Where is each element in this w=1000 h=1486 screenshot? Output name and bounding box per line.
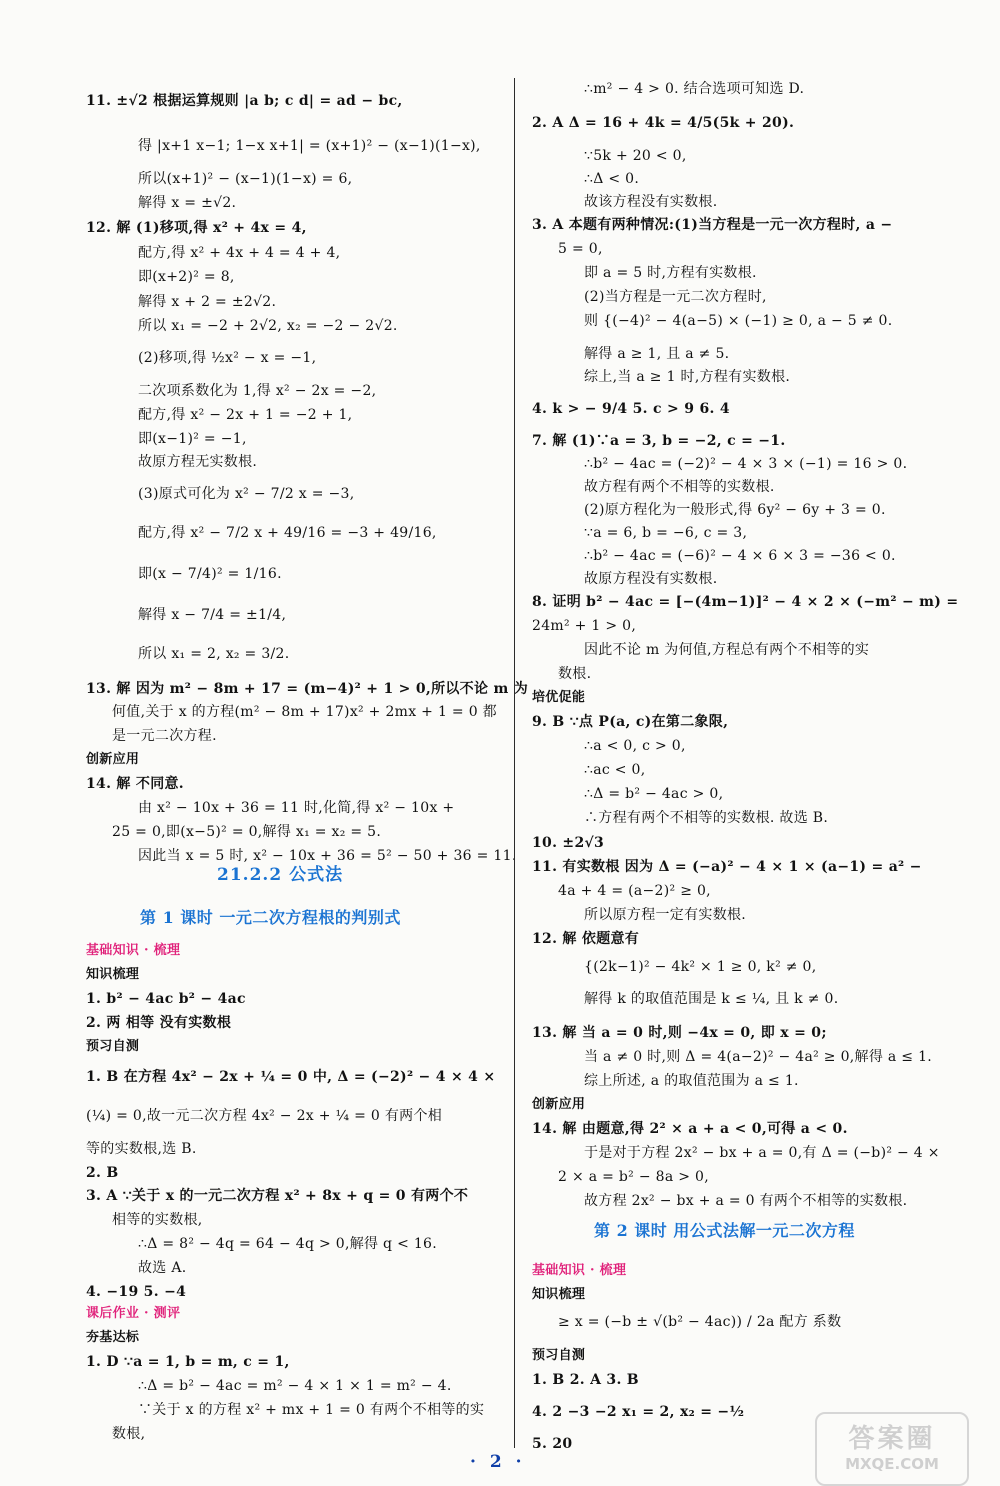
- left-text-line: 1. D ∵a = 1, b = m, c = 1,: [86, 1354, 290, 1370]
- right-text-line: ≥ x = (−b ± √(b² − 4ac)) / 2a 配方 系数: [558, 1314, 842, 1330]
- watermark-logo: [815, 1412, 969, 1486]
- right-text-line: ∴Δ < 0.: [584, 171, 640, 187]
- right-text-line: 9. B ∵点 P(a, c)在第二象限,: [532, 714, 729, 730]
- left-text-line: 知识梳理: [86, 967, 140, 982]
- left-text-line: 14. 解 不同意.: [86, 776, 184, 792]
- left-text-line: 得 |x+1 x−1; 1−x x+1| = (x+1)² − (x−1)(1−x),: [138, 138, 481, 154]
- left-text-line: 数根,: [112, 1426, 146, 1442]
- right-text-line: 故方程 2x² − bx + a = 0 有两个不相等的实数根.: [584, 1193, 908, 1209]
- left-text-line: 解得 x − 7/4 = ±1/4,: [138, 607, 287, 623]
- left-text-line: 即(x − 7/4)² = 1/16.: [138, 566, 282, 582]
- left-text-line: 2. 两 相等 没有实数根: [86, 1015, 232, 1031]
- right-text-line: 11. 有实数根 因为 Δ = (−a)² − 4 × 1 × (a−1) = a² −: [532, 859, 922, 875]
- left-text-line: 等的实数根,选 B.: [86, 1141, 197, 1157]
- right-text-line: 数根.: [558, 666, 592, 682]
- lesson-1-title: 第 1 课时 一元二次方程根的判别式: [140, 908, 401, 927]
- left-text-line: 即(x+2)² = 8,: [138, 269, 235, 285]
- right-text-line: ∴m² − 4 > 0. 结合选项可知选 D.: [584, 81, 805, 97]
- right-text-line: (2)原方程化为一般形式,得 6y² − 6y + 3 = 0.: [584, 502, 886, 518]
- right-text-line: 2. A Δ = 16 + 4k = 4/5(5k + 20).: [532, 115, 795, 131]
- right-text-line: ∴b² − 4ac = (−2)² − 4 × 3 × (−1) = 16 > 0.: [584, 456, 908, 472]
- right-text-line: ∴ac < 0,: [584, 762, 646, 778]
- right-text-line: 即 a = 5 时,方程有实数根.: [584, 265, 757, 281]
- right-text-line: 因此不论 m 为何值,方程总有两个不相等的实: [584, 642, 870, 658]
- left-text-line: 解得 x = ±√2.: [138, 195, 237, 211]
- right-text-line: 10. ±2√3: [532, 835, 605, 851]
- left-text-line: 配方,得 x² + 4x + 4 = 4 + 4,: [138, 245, 341, 261]
- left-text-line: 13. 解 因为 m² − 8m + 17 = (m−4)² + 1 > 0,所以不论 m 为: [86, 681, 529, 697]
- right-text-line: 知识梳理: [532, 1287, 586, 1302]
- right-text-line: 5. 20: [532, 1436, 573, 1452]
- right-text-line: 1. B 2. A 3. B: [532, 1372, 639, 1388]
- right-text-line: 解得 k 的取值范围是 k ≤ ¼, 且 k ≠ 0.: [584, 991, 839, 1007]
- right-text-line: 当 a ≠ 0 时,则 Δ = 4(a−2)² − 4a² ≥ 0,解得 a ≤ 1.: [584, 1049, 933, 1065]
- left-text-line: 因此当 x = 5 时, x² − 10x + 36 = 5² − 50 + 36 = 11.: [138, 848, 517, 864]
- right-text-line: 解得 a ≥ 1, 且 a ≠ 5.: [584, 346, 730, 362]
- left-text-line: 4. −19 5. −4: [86, 1284, 187, 1300]
- right-text-line: 故原方程没有实数根.: [584, 571, 718, 587]
- right-text-line: 8. 证明 b² − 4ac = [−(4m−1)]² − 4 × 2 × (−m² − m) =: [532, 594, 959, 610]
- left-text-line: 课后作业 · 测评: [86, 1306, 181, 1321]
- right-text-line: ∴b² − 4ac = (−6)² − 4 × 6 × 3 = −36 < 0.: [584, 548, 896, 564]
- right-text-line: {(2k−1)² − 4k² × 1 ≥ 0, k² ≠ 0,: [584, 959, 817, 975]
- right-text-line: ∴方程有两个不相等的实数根. 故选 B.: [584, 810, 829, 826]
- right-text-line: 13. 解 当 a = 0 时,则 −4x = 0, 即 x = 0;: [532, 1025, 827, 1041]
- watermark-bottom: MXQE.COM: [845, 1455, 939, 1473]
- left-text-line: 故原方程无实数根.: [138, 454, 258, 470]
- right-text-line: (2)当方程是一元二次方程时,: [584, 289, 767, 305]
- left-text-line: 解得 x + 2 = ±2√2.: [138, 294, 277, 310]
- left-text-line: ∵关于 x 的方程 x² + mx + 1 = 0 有两个不相等的实: [138, 1402, 485, 1418]
- left-text-line: 2. B: [86, 1165, 119, 1181]
- watermark-top: 答案圈: [848, 1424, 936, 1454]
- left-text-line: 是一元二次方程.: [112, 728, 217, 744]
- right-text-line: 4. k > − 9/4 5. c > 9 6. 4: [532, 401, 730, 417]
- right-text-line: ∴Δ = b² − 4ac > 0,: [584, 786, 724, 802]
- right-text-line: 12. 解 依题意有: [532, 931, 640, 947]
- left-text-line: 1. B 在方程 4x² − 2x + ¼ = 0 中, Δ = (−2)² − 4 × 4 ×: [86, 1069, 496, 1085]
- page-number: · 2 ·: [470, 1452, 526, 1472]
- right-text-line: 所以原方程一定有实数根.: [584, 907, 747, 923]
- right-text-line: 3. A 本题有两种情况:(1)当方程是一元一次方程时, a −: [532, 217, 893, 233]
- section-title: 21.2.2 公式法: [217, 865, 344, 885]
- right-text-line: 培优促能: [532, 690, 586, 705]
- left-text-line: 所以 x₁ = 2, x₂ = 3/2.: [138, 646, 290, 662]
- right-text-line: 故方程有两个不相等的实数根.: [584, 479, 775, 495]
- right-text-line: 综上所述, a 的取值范围为 a ≤ 1.: [584, 1073, 799, 1089]
- right-text-line: 预习自测: [532, 1348, 586, 1363]
- right-text-line: ∵5k + 20 < 0,: [584, 148, 687, 164]
- right-text-line: 24m² + 1 > 0,: [532, 618, 637, 634]
- left-text-line: 配方,得 x² − 7/2 x + 49/16 = −3 + 49/16,: [138, 525, 437, 541]
- right-text-line: 创新应用: [532, 1097, 586, 1112]
- left-text-line: 所以(x+1)² − (x−1)(1−x) = 6,: [138, 171, 353, 187]
- left-text-line: 何值,关于 x 的方程(m² − 8m + 17)x² + 2mx + 1 = 0 都: [112, 704, 497, 720]
- left-text-line: (2)移项,得 ½x² − x = −1,: [138, 350, 317, 366]
- left-text-line: 1. b² − 4ac b² − 4ac: [86, 991, 246, 1007]
- left-text-line: 二次项系数化为 1,得 x² − 2x = −2,: [138, 383, 377, 399]
- column-divider: [514, 78, 515, 1448]
- left-text-line: 11. ±√2 根据运算规则 |a b; c d| = ad − bc,: [86, 93, 403, 109]
- right-text-line: 5 = 0,: [558, 241, 603, 257]
- lesson-2-title: 第 2 课时 用公式法解一元二次方程: [594, 1221, 855, 1240]
- left-text-line: 基础知识 · 梳理: [86, 943, 181, 958]
- right-text-line: 2 × a = b² − 8a > 0,: [558, 1169, 709, 1185]
- left-text-line: 配方,得 x² − 2x + 1 = −2 + 1,: [138, 407, 353, 423]
- left-text-line: 3. A ∵关于 x 的一元二次方程 x² + 8x + q = 0 有两个不: [86, 1188, 469, 1204]
- left-text-line: 即(x−1)² = −1,: [138, 431, 247, 447]
- left-text-line: 所以 x₁ = −2 + 2√2, x₂ = −2 − 2√2.: [138, 318, 398, 334]
- right-text-line: ∵a = 6, b = −6, c = 3,: [584, 525, 748, 541]
- right-text-line: 综上,当 a ≥ 1 时,方程有实数根.: [584, 369, 791, 385]
- left-text-line: (¼) = 0,故一元二次方程 4x² − 2x + ¼ = 0 有两个相: [86, 1108, 443, 1124]
- right-text-line: 4a + 4 = (a−2)² ≥ 0,: [558, 883, 711, 899]
- right-text-line: 14. 解 由题意,得 2² × a + a < 0,可得 a < 0.: [532, 1121, 848, 1137]
- left-text-line: 夯基达标: [86, 1330, 140, 1345]
- right-text-line: 则 {(−4)² − 4(a−5) × (−1) ≥ 0, a − 5 ≠ 0.: [584, 313, 893, 329]
- left-text-line: ∴Δ = 8² − 4q = 64 − 4q > 0,解得 q < 16.: [138, 1236, 438, 1252]
- right-text-line: ∴a < 0, c > 0,: [584, 738, 686, 754]
- left-text-line: 相等的实数根,: [112, 1212, 203, 1228]
- left-text-line: 故选 A.: [138, 1260, 187, 1276]
- left-text-line: 创新应用: [86, 752, 140, 767]
- right-text-line: 4. 2 −3 −2 x₁ = 2, x₂ = −½: [532, 1404, 745, 1420]
- left-text-line: 由 x² − 10x + 36 = 11 时,化简,得 x² − 10x +: [138, 800, 455, 816]
- right-text-line: 故该方程没有实数根.: [584, 194, 718, 210]
- right-text-line: 于是对于方程 2x² − bx + a = 0,有 Δ = (−b)² − 4 ×: [584, 1145, 940, 1161]
- left-text-line: ∴Δ = b² − 4ac = m² − 4 × 1 × 1 = m² − 4.: [138, 1378, 452, 1394]
- left-text-line: 12. 解 (1)移项,得 x² + 4x = 4,: [86, 220, 307, 236]
- left-text-line: 25 = 0,即(x−5)² = 0,解得 x₁ = x₂ = 5.: [112, 824, 382, 840]
- left-text-line: (3)原式可化为 x² − 7/2 x = −3,: [138, 486, 355, 502]
- right-text-line: 基础知识 · 梳理: [532, 1263, 627, 1278]
- left-text-line: 预习自测: [86, 1039, 140, 1054]
- right-text-line: 7. 解 (1)∵a = 3, b = −2, c = −1.: [532, 433, 786, 449]
